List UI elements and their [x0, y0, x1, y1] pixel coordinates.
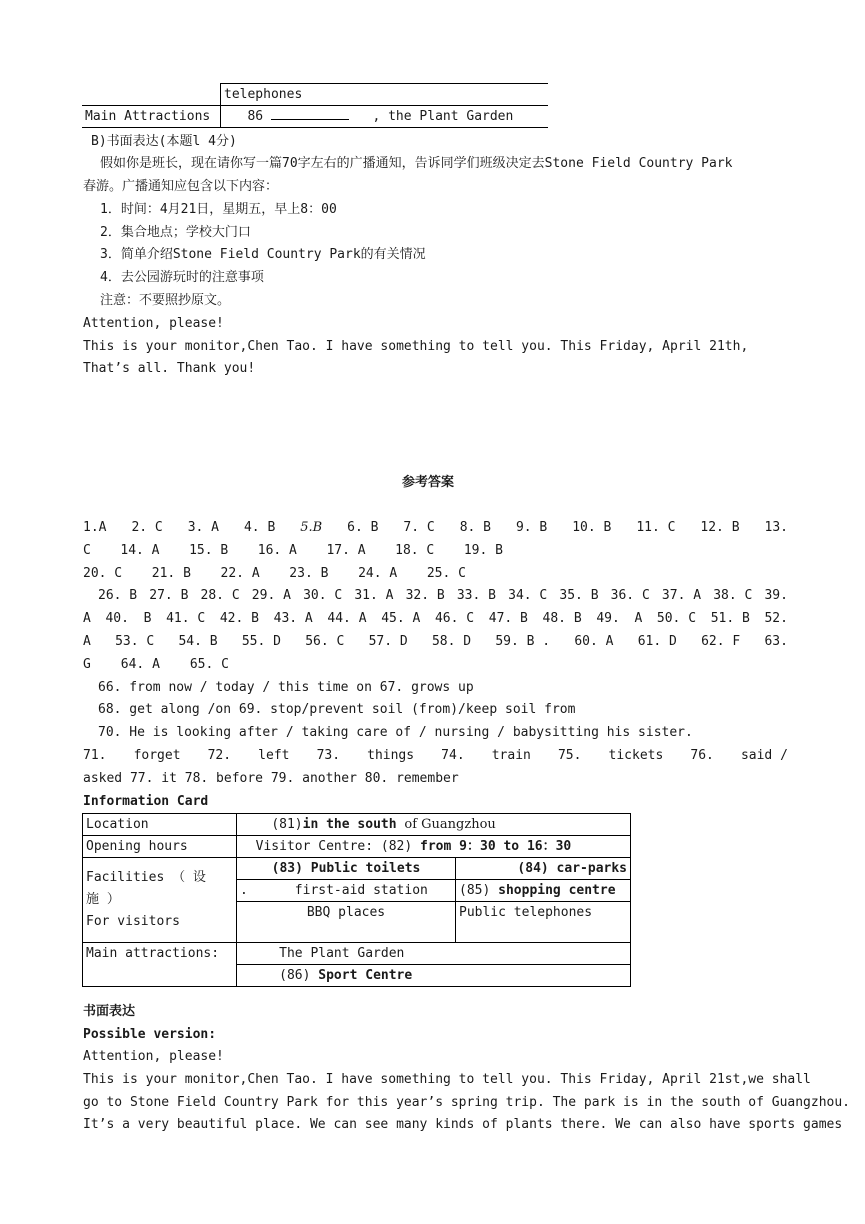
info-location-value — [237, 814, 631, 836]
answer-item: 27. B — [149, 588, 189, 603]
answer-item: 23. B — [289, 566, 329, 581]
answer-item: 62. F — [701, 634, 741, 649]
question-86-number-card: (86) — [279, 968, 311, 983]
answer-item: 2. C — [131, 520, 163, 535]
answer-item: 43. A — [273, 611, 313, 626]
answer-82: from 9：30 to 16：30 — [420, 839, 572, 854]
answer-item: 55. D — [241, 634, 281, 649]
answer-item: 31. A — [354, 588, 394, 603]
answer-line-77-80: asked 77. it 78. before 79. another 80. remember — [83, 771, 459, 786]
answer-item: 34. C — [508, 588, 548, 603]
writing-task-instruction-line2: 春游。广播通知应包含以下内容： — [83, 179, 279, 194]
answer-item: 54. B — [178, 634, 218, 649]
answer-item: 49. — [596, 611, 620, 626]
info-first-aid-dot: . — [240, 883, 248, 898]
answer-item: 28. C — [200, 588, 240, 603]
answer-row-2 — [83, 542, 503, 560]
question-81-number: (81) — [271, 817, 303, 832]
answer-item: 14. A — [120, 543, 160, 558]
answer-item: 11. C — [636, 520, 676, 535]
top-table-main-attractions-label: Main Attractions — [82, 106, 221, 128]
answer-item: 71. — [83, 748, 107, 763]
answer-item: 7. C — [403, 520, 435, 535]
answer-item: C — [83, 543, 91, 558]
answer-item: 45. A — [381, 611, 421, 626]
answer-row-4 — [98, 587, 788, 605]
answer-row-6 — [83, 633, 788, 651]
answer-86: Sport Centre — [318, 968, 413, 983]
writing-task-point-1: 1．时间：4月21日，星期五，早上8：00 — [100, 202, 337, 217]
answer-item: A — [83, 611, 91, 626]
answer-item: 56. C — [305, 634, 345, 649]
info-location-label: Location — [83, 814, 237, 836]
info-telephones: Public telephones — [456, 902, 631, 943]
top-table-main-attractions-value — [221, 106, 549, 128]
info-card-title: Information Card — [83, 794, 209, 809]
info-first-aid-text: first-aid station — [294, 883, 428, 898]
answer-item: 32. B — [405, 588, 445, 603]
answer-item: 9. B — [515, 520, 548, 535]
answer-item: 38. C — [713, 588, 753, 603]
answer-item: 41. C — [166, 611, 206, 626]
info-hours-prefix: Visitor Centre: (82) — [255, 839, 413, 854]
answer-item: 51. B — [710, 611, 750, 626]
answer-item: 26. B — [98, 588, 138, 603]
answer-item: left — [258, 748, 290, 763]
answer-item: 15. B — [189, 543, 229, 558]
answer-item: 22. A — [220, 566, 260, 581]
answer-item: 24. A — [358, 566, 398, 581]
info-attraction-86 — [237, 965, 631, 987]
answer-item: A — [634, 611, 643, 626]
answer-item: 20. C — [83, 566, 123, 581]
info-85 — [456, 880, 631, 902]
answer-line-66-67: 66. from now / today / this time on 67. grows up — [98, 680, 474, 695]
answer-item: 33. B — [456, 588, 496, 603]
answer-item: 12. B — [700, 520, 740, 535]
answer-item: 25. C — [426, 566, 466, 581]
answer-item: B — [143, 611, 152, 626]
answer-84: (84) car-parks — [456, 858, 631, 880]
writing-answer-line2: This is your monitor,Chen Tao. I have something to tell you. This Friday, April 21st,we shall — [83, 1072, 811, 1087]
answer-item: 44. A — [327, 611, 367, 626]
answer-item: 65. C — [189, 657, 229, 672]
answer-item: forget — [133, 748, 181, 763]
writing-task-starter: This is your monitor,Chen Tao. I have something to tell you. This Friday, April 21th, — [83, 339, 749, 354]
writing-task-note: 注意：不要照抄原文。 — [100, 293, 231, 308]
answer-item: said / — [740, 748, 788, 763]
answer-item: 10. B — [572, 520, 612, 535]
answer-item: 47. B — [488, 611, 528, 626]
answer-item: 64. A — [120, 657, 160, 672]
answer-item: 3. A — [187, 520, 220, 535]
answer-item: 36. C — [610, 588, 650, 603]
answer-item: 17. A — [326, 543, 366, 558]
writing-answer-heading: 书面表达 — [83, 1004, 136, 1019]
answer-item: 30. C — [303, 588, 343, 603]
question-85-number: (85) — [459, 883, 491, 898]
answer-83: (83) Public toilets — [237, 858, 456, 880]
answer-item: 75. — [557, 748, 582, 763]
answer-item: 29. A — [251, 588, 291, 603]
answer-row-71-76 — [83, 747, 788, 765]
answer-85: shopping centre — [498, 883, 616, 898]
answer-item: 58. D — [431, 634, 472, 649]
answer-item: 16. A — [257, 543, 297, 558]
info-attraction-plant-garden: The Plant Garden — [279, 946, 405, 961]
top-table-telephones: telephones — [221, 84, 549, 106]
answer-item: 59. B . — [495, 634, 551, 649]
answer-item: 39. — [764, 588, 788, 603]
answer-item: 5.B — [300, 520, 323, 535]
writing-task-opening: Attention, please! — [83, 316, 224, 331]
answer-line-70: 70. He is looking after / taking care of / nursing / babysitting his sister. — [98, 725, 693, 740]
answer-item: 60. A — [574, 634, 614, 649]
answer-item: 13. — [764, 520, 788, 535]
answer-item: 72. — [207, 748, 232, 763]
info-location-tail: of Guangzhou — [404, 817, 496, 832]
info-facilities-label — [83, 858, 237, 943]
writing-answer-version: Possible version: — [83, 1027, 217, 1042]
info-attraction-1 — [237, 943, 631, 965]
answer-row-1 — [83, 519, 788, 537]
question-86-number: 86 — [247, 109, 264, 124]
info-hours-label: Opening hours — [83, 836, 237, 858]
answer-item: things — [367, 748, 415, 763]
answer-item: train — [491, 748, 531, 763]
writing-task-point-4: 4．去公园游玩时的注意事项 — [100, 270, 264, 285]
info-bbq: BBQ places — [237, 902, 456, 943]
answer-item: 18. C — [395, 543, 435, 558]
top-table-empty-cell — [82, 84, 221, 106]
answer-line-68-69: 68. get along /on 69. stop/prevent soil (from)/keep soil from — [98, 702, 576, 717]
answer-item: 8. B — [459, 520, 491, 535]
info-facilities-label-line3: For visitors — [86, 914, 180, 929]
top-table — [82, 83, 548, 128]
answer-item: 6. B — [347, 520, 379, 535]
answer-item: 1.A — [83, 520, 107, 535]
answer-item: G — [83, 657, 91, 672]
answer-row-3 — [83, 565, 466, 583]
answer-row-7 — [83, 656, 229, 674]
answer-item: 4. B — [243, 520, 276, 535]
writing-task-point-3: 3．简单介绍Stone Field Country Park的有关情况 — [100, 247, 426, 262]
answer-item: 21. B — [151, 566, 191, 581]
answer-item: 40. — [105, 611, 129, 626]
info-hours-value — [237, 836, 631, 858]
answer-item: 48. B — [542, 611, 582, 626]
answer-item: 50. C — [656, 611, 697, 626]
answer-blank-86 — [271, 107, 349, 120]
answer-item: 61. D — [637, 634, 677, 649]
answer-item: 35. B — [559, 588, 599, 603]
top-table-plant-garden: , the Plant Garden — [372, 109, 514, 124]
writing-answer-line3: go to Stone Field Country Park for this year’s spring trip. The park is in the south of Guangzhou. — [83, 1095, 851, 1110]
answer-item: 19. B — [463, 543, 503, 558]
answer-item: 76. — [690, 748, 714, 763]
info-first-aid — [237, 880, 456, 902]
writing-task-point-2: 2．集合地点；学校大门口 — [100, 225, 251, 240]
answer-item: 37. A — [661, 588, 702, 603]
answer-item: 74. — [441, 748, 465, 763]
answer-key-title: 参考答案 — [402, 475, 455, 490]
answer-item: 57. D — [368, 634, 408, 649]
answer-item: 52. — [764, 611, 788, 626]
writing-answer-line4: It’s a very beautiful place. We can see many kinds of plants there. We can also have sports games — [83, 1117, 843, 1132]
writing-task-instruction-line1: 假如你是班长，现在请你写一篇70字左右的广播通知，告诉同学们班级决定去Stone Field Country Park — [100, 156, 733, 171]
answer-row-5 — [83, 610, 788, 628]
answer-item: 53. C — [115, 634, 155, 649]
answer-item: A — [83, 634, 91, 649]
answer-item: tickets — [608, 748, 664, 763]
answer-81: in the south — [302, 817, 397, 832]
writing-task-heading: B)书面表达(本题l 4分) — [91, 134, 237, 149]
answer-item: 46. C — [434, 611, 475, 626]
answer-item: 42. B — [219, 611, 259, 626]
info-facilities-label-line1: Facilities （ 设 — [86, 870, 206, 885]
info-card-table — [82, 813, 631, 987]
info-facilities-label-line2: 施 ） — [86, 892, 120, 907]
writing-answer-line1: Attention, please! — [83, 1049, 224, 1064]
info-attractions-label: Main attractions: — [83, 943, 237, 987]
writing-task-closing: That’s all. Thank you! — [83, 361, 256, 376]
answer-item: 73. — [316, 748, 341, 763]
answer-item: 63. — [764, 634, 788, 649]
